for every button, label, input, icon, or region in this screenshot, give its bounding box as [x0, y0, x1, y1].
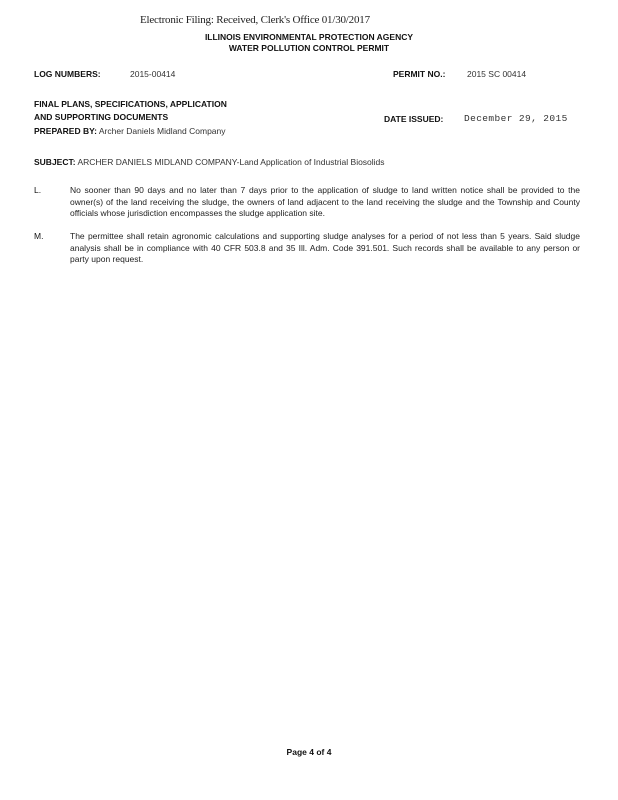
log-numbers-value: 2015-00414: [130, 69, 176, 79]
final-plans-line1: FINAL PLANS, SPECIFICATIONS, APPLICATION: [34, 99, 227, 109]
permit-no-label: PERMIT NO.:: [393, 69, 446, 79]
prepared-by-label: PREPARED BY:: [34, 126, 97, 136]
subject-value: ARCHER DANIELS MIDLAND COMPANY-Land Application of Industrial Biosolids: [77, 157, 385, 167]
condition-item: [34, 185, 580, 221]
final-plans-line2: AND SUPPORTING DOCUMENTS: [34, 112, 169, 122]
condition-text: No sooner than 90 days and no later than 7 days prior to the application of sludge to land written notice shall be provided to the owner(s) of the land receiving the sludge, the owners of land adjacent to the land receiving the sludge and the Township and County officials whose jurisdiction encompasses the sludge application site.: [70, 185, 580, 218]
subject-label: SUBJECT:: [34, 157, 76, 167]
date-issued-label: DATE ISSUED:: [384, 114, 444, 124]
permit-type-title: WATER POLLUTION CONTROL PERMIT: [228, 43, 390, 53]
subject-line: [34, 157, 594, 167]
prepared-by: [34, 126, 226, 136]
prepared-by-value: Archer Daniels Midland Company: [98, 126, 226, 136]
condition-text: The permittee shall retain agronomic calculations and supporting sludge analyses for a period of not less than 5 years. Said sludge analysis shall be in compliance with 40 CFR 503.8 and 35 Ill. Adm. Code 391.501. Such records shall be available to any person or party upon request.: [70, 231, 580, 264]
filing-stamp: Electronic Filing: Received, Clerk's Office 01/30/2017: [140, 14, 370, 26]
condition-item: [34, 231, 580, 267]
condition-marker: L.: [34, 185, 42, 195]
condition-marker: M.: [34, 231, 44, 241]
log-numbers-label: LOG NUMBERS:: [34, 69, 101, 79]
date-issued-value: December 29, 2015: [464, 113, 568, 124]
page-number: Page 4 of 4: [286, 747, 332, 757]
permit-no-value: 2015 SC 00414: [467, 69, 527, 79]
agency-title: ILLINOIS ENVIRONMENTAL PROTECTION AGENCY: [204, 32, 414, 42]
